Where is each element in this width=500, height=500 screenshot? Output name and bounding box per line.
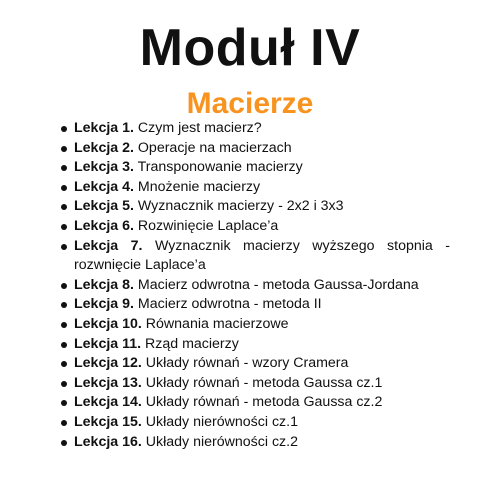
lesson-number: Lekcja 16. <box>74 433 142 450</box>
lesson-number: Lekcja 3. <box>74 159 134 176</box>
lesson-number: Lekcja 6. <box>74 217 134 234</box>
lesson-item <box>74 335 450 355</box>
lesson-item <box>74 178 450 198</box>
lesson-title: Mnożenie macierzy <box>133 178 261 195</box>
lesson-title: Układy równań - metoda Gaussa cz.2 <box>141 394 383 411</box>
module-title: Moduł IV <box>139 19 361 77</box>
lesson-item <box>74 217 450 237</box>
lesson-item <box>74 354 450 374</box>
lesson-item <box>74 393 450 413</box>
lesson-number: Lekcja 4. <box>74 178 134 195</box>
lesson-title: Rząd macierzy <box>141 335 239 352</box>
lesson-item <box>74 433 450 453</box>
module-subtitle: Macierze <box>186 87 314 120</box>
lesson-title: Układy równań - wzory Cramera <box>141 355 349 372</box>
lesson-title: Równania macierzowe <box>141 315 289 332</box>
lesson-list <box>74 119 450 452</box>
lesson-title: Czym jest macierz? <box>133 120 262 136</box>
lesson-number: Lekcja 7. <box>74 237 143 254</box>
lesson-item <box>74 158 450 178</box>
lesson-item <box>74 237 450 276</box>
lesson-title: Transponowanie macierzy <box>133 159 303 176</box>
lesson-item <box>74 197 450 217</box>
lesson-number: Lekcja 14. <box>74 394 142 411</box>
lesson-number: Lekcja 2. <box>74 139 134 156</box>
lesson-title: Macierz odwrotna - metoda Gaussa-Jordana <box>133 276 419 293</box>
lesson-item <box>74 315 450 335</box>
lesson-title: Rozwinięcie Laplace’a <box>133 217 279 234</box>
lesson-title: Wyznacznik macierzy - 2x2 i 3x3 <box>133 198 344 215</box>
lesson-title: Macierz odwrotna - metoda II <box>133 296 322 313</box>
lesson-title: Operacje na macierzach <box>133 139 292 156</box>
lesson-title: Wyznacznik macierzy wyższego stopnia - rozwnięcie Laplace’a <box>74 237 450 274</box>
lesson-item <box>74 119 450 139</box>
lesson-item <box>74 139 450 159</box>
lesson-number: Lekcja 5. <box>74 198 134 215</box>
lesson-title: Układy nierówności cz.1 <box>141 413 298 430</box>
lesson-number: Lekcja 8. <box>74 276 134 293</box>
lesson-number: Lekcja 9. <box>74 296 134 313</box>
lesson-title: Układy nierówności cz.2 <box>141 433 298 450</box>
lesson-number: Lekcja 1. <box>74 120 134 136</box>
lesson-number: Lekcja 15. <box>74 413 142 430</box>
lesson-item <box>74 413 450 433</box>
lesson-number: Lekcja 13. <box>74 374 142 391</box>
lesson-number: Lekcja 11. <box>74 335 142 352</box>
lesson-item <box>74 295 450 315</box>
lesson-number: Lekcja 10. <box>74 315 142 332</box>
lesson-title: Układy równań - metoda Gaussa cz.1 <box>141 374 383 391</box>
lesson-number: Lekcja 12. <box>74 355 142 372</box>
lesson-item <box>74 374 450 394</box>
lesson-item <box>74 276 450 296</box>
